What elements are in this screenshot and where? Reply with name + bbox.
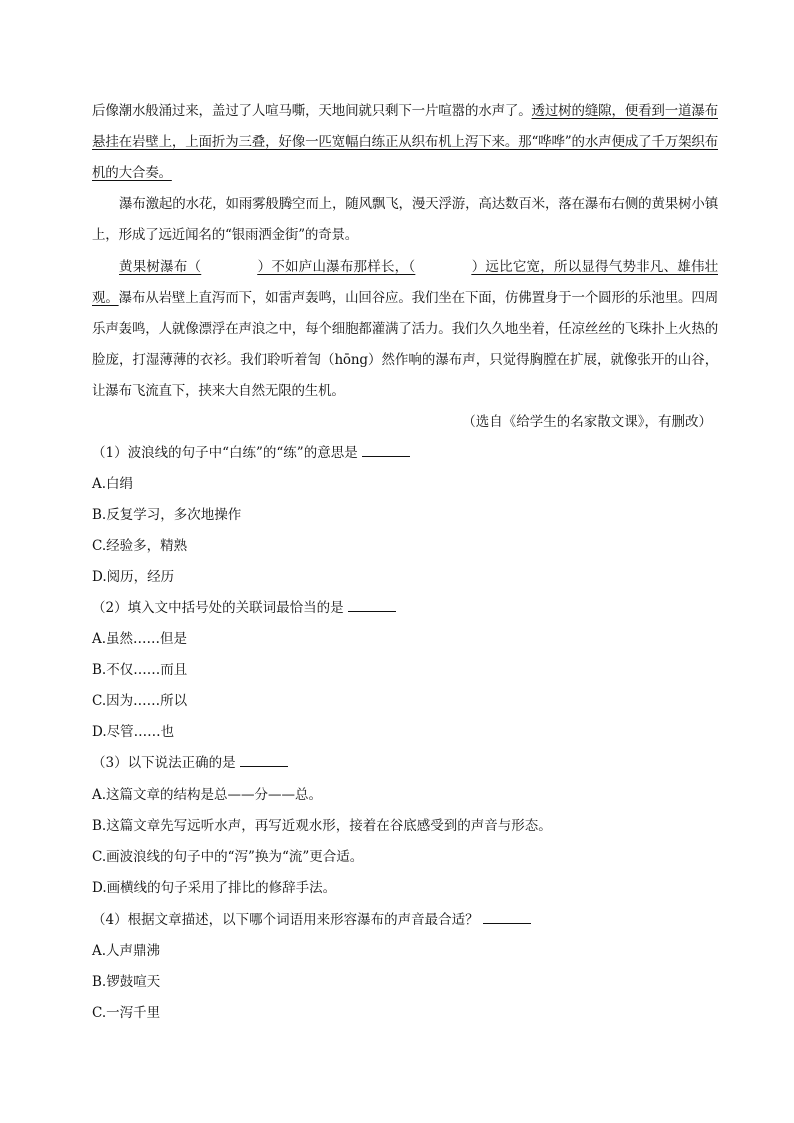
question-1-stem-text: （1）波浪线的句子中“白练”的“练”的意思是 [92, 445, 358, 461]
question-1-option-c: C.经验多，精熟 [92, 538, 188, 554]
question-1-option-d: D.阅历，经历 [92, 569, 175, 585]
question-3-option-a: A.这篇文章的结构是总——分——总。 [92, 787, 323, 803]
question-3-stem-text: （3）以下说法正确的是 [92, 755, 236, 771]
question-3-option-b: B.这篇文章先写远听水声，再写近观水形，接着在谷底感受到的声音与形态。 [92, 818, 552, 834]
question-4-option-c: C.一泻千里 [92, 1005, 161, 1021]
passage-p1-plain: 后像潮水般涌过来，盖过了人喧马嘶，天地间就只剩下一片喧嚣的水声了。 [92, 103, 532, 119]
passage-p2-text: 瀑布激起的水花，如雨雾般腾空而上，随风飘飞，漫天浮游，高达数百米，落在瀑布右侧的黄果树小镇上，形成了远近闻名的“银雨洒金街”的奇景。 [92, 196, 718, 243]
question-4-option-b: B.锣鼓喧天 [92, 974, 161, 990]
passage-p3-part2: ）不如庐山瀑布那样长，（ [257, 259, 416, 275]
question-3-stem [92, 751, 288, 775]
question-2-option-b: B.不仅……而且 [92, 662, 188, 678]
question-4-option-a: A.人声鼎沸 [92, 943, 161, 959]
question-3-option-d: D.画横线的句子采用了排比的修辞手法。 [92, 880, 337, 896]
question-2-stem-text: （2）填入文中括号处的关联词最恰当的是 [92, 600, 344, 616]
passage-p1-underlined: 透过树的缝隙，便看到一道瀑布悬挂在岩壁上，上面折为三叠，好像一匹宽幅白练正从织布机上泻下来。那“哗哗”的水声便成了千万架织布机的大合奏。 [92, 103, 718, 181]
passage-paragraph-2 [92, 189, 718, 251]
passage-source: （选自《给学生的名家散文课》，有删改） [462, 414, 712, 430]
passage-p3-part1: 黄果树瀑布（ [119, 259, 202, 275]
question-3-option-c: C.画波浪线的句子中的“泻”换为“流”更合适。 [92, 849, 364, 865]
question-4-answer-blank[interactable] [483, 911, 531, 924]
passage-paragraph-3 [92, 252, 718, 407]
question-4-stem [92, 908, 531, 932]
question-3-answer-blank[interactable] [240, 754, 288, 767]
passage-paragraph-1 [92, 96, 718, 189]
question-2-stem [92, 596, 396, 620]
passage-p3-rest: 瀑布从岩壁上直泻而下，如雷声轰鸣，山回谷应。我们坐在下面，仿佛置身于一个圆形的乐池里。四周乐声轰鸣，人就像漂浮在声浪之中，每个细胞都灌满了活力。我们久久地坐着，任凉丝丝的飞珠扑上火热的脸庞，打湿薄薄的衣衫。我们聆听着訇（hōng）然作响的瀑布声，只觉得胸膛在扩展，就像张开的山谷，让瀑布飞流直下，挟来大自然无限的生机。 [92, 290, 718, 399]
question-2-answer-blank[interactable] [348, 599, 396, 612]
question-4-stem-text: （4）根据文章描述，以下哪个词语用来形容瀑布的声音最合适？ [92, 912, 479, 928]
question-1-stem [92, 441, 410, 465]
question-2-option-d: D.尽管……也 [92, 724, 175, 740]
question-1-answer-blank[interactable] [362, 444, 410, 457]
question-1-option-b: B.反复学习，多次地操作 [92, 507, 242, 523]
passage-p3-part3: ）远比它宽，所以显得气势非凡、雄伟壮观。 [92, 259, 718, 306]
question-2-option-a: A.虽然……但是 [92, 631, 188, 647]
question-2-option-c: C.因为……所以 [92, 693, 188, 709]
question-1-option-a: A.白绢 [92, 476, 134, 492]
